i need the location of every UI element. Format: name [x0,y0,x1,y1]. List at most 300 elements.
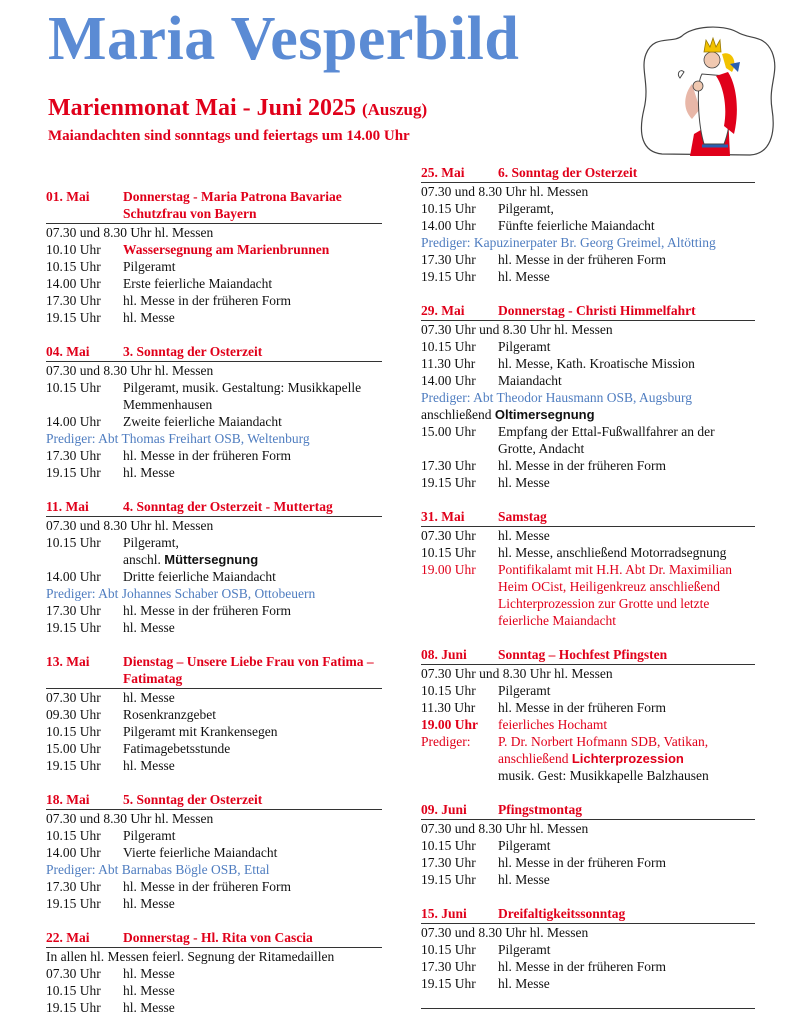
entry-text-content: hl. Messe in der früheren Form [498,458,666,473]
schedule-entry [421,200,755,217]
schedule-entry [46,379,382,413]
schedule-entry [421,820,755,837]
entry-time: 10.15 Uhr [421,838,476,853]
schedule-entry [421,372,755,389]
entry-text-content: 07.30 und 8.30 Uhr hl. Messen [421,925,589,940]
entry-text [123,740,382,757]
schedule-entry [46,602,382,619]
entry-time: 14.00 Uhr [46,569,101,584]
entry-time: 19.15 Uhr [46,465,101,480]
schedule-entry [46,430,382,447]
schedule-entry [46,241,382,258]
schedule-entry [46,844,382,861]
entry-time: 17.30 Uhr [421,458,476,473]
entry-text [123,706,382,723]
entry-time: 11.30 Uhr [421,700,476,715]
day-header [46,188,382,224]
entry-text-content: Pilgeramt [498,942,551,957]
schedule-entry [421,975,755,992]
entry-text-content: hl. Messe in der früheren Form [123,603,291,618]
subtitle-excerpt-note: (Auszug) [361,100,428,119]
schedule-entry [46,740,382,757]
schedule-entry [421,924,755,941]
day-date: 25. Mai [421,165,465,180]
entry-text-content: Prediger: Kapuzinerpater Br. Georg Greimel, Altötting [421,235,716,250]
entry-text [123,878,382,895]
right-column [421,164,755,1009]
entry-text-content: hl. Messe in der früheren Form [123,879,291,894]
entry-time: 10.15 Uhr [46,535,101,550]
schedule-entry [46,464,382,481]
entry-text-content: anschl. [123,552,165,567]
entry-time: 17.30 Uhr [46,603,101,618]
entry-text-content: Prediger: Abt Barnabas Bögle OSB, Ettal [46,862,270,877]
schedule-day [421,508,755,629]
day-date: 22. Mai [46,930,90,945]
entry-time: 14.00 Uhr [46,414,101,429]
entry-time: 10.10 Uhr [46,242,101,257]
schedule-entry [421,389,755,406]
day-date: 15. Juni [421,906,467,921]
entry-text-content: Fünfte feierliche Maiandacht [498,218,655,233]
page-title: Maria Vesperbild [48,5,520,73]
schedule-entry [421,234,755,251]
entry-text-content: Wassersegnung am Marienbrunnen [123,242,330,257]
schedule-entry [421,958,755,975]
schedule-entry [46,878,382,895]
schedule-entry [46,810,382,827]
entry-time: 17.30 Uhr [421,959,476,974]
entry-text [123,275,382,292]
divider [421,1008,755,1009]
entry-text [498,837,755,854]
schedule-day [46,188,382,326]
entry-time: 10.15 Uhr [46,724,101,739]
entry-text-content: hl. Messe [123,465,175,480]
entry-text [498,871,755,888]
entry-text [498,958,755,975]
day-date: 11. Mai [46,499,89,514]
schedule-entry [421,682,755,699]
entry-time: 19.15 Uhr [46,1000,101,1015]
entry-text [123,757,382,774]
day-date: 09. Juni [421,802,467,817]
schedule-entry [421,854,755,871]
schedule-entry [46,827,382,844]
schedule-day [421,164,755,285]
entry-text [498,716,755,733]
entry-text [498,527,755,544]
entry-highlight: Lichterprozession [571,751,684,766]
entry-time: 17.30 Uhr [46,448,101,463]
entry-text [123,999,382,1016]
day-title: 4. Sonntag der Osterzeit - Muttertag [123,499,333,514]
entry-text [123,619,382,636]
schedule-entry [46,757,382,774]
entry-text-content: hl. Messe [123,758,175,773]
schedule-entry [46,551,382,568]
entry-text-content: Empfang der Ettal-Fußwallfahrer an der Grotte, Andacht [498,424,715,456]
schedule-entry [421,871,755,888]
day-title: Dreifaltigkeitssonntag [498,906,626,921]
entry-text [498,767,755,784]
entry-text [421,389,755,406]
entry-text [46,861,382,878]
entry-text [123,413,382,430]
entry-text-content: 07.30 und 8.30 Uhr hl. Messen [46,518,214,533]
entry-time: 10.15 Uhr [421,545,476,560]
schedule-entry [46,534,382,551]
entry-text-content: anschließend [421,407,495,422]
entry-text-content: hl. Messe in der früheren Form [498,252,666,267]
schedule-entry [421,561,755,629]
entry-text-content: Pilgeramt, [123,535,179,550]
entry-text [498,474,755,491]
entry-time: 19.15 Uhr [46,620,101,635]
entry-text [46,585,382,602]
entry-text-content: Pilgeramt mit Krankensegen [123,724,278,739]
schedule-entry [421,217,755,234]
day-header [421,508,755,527]
entry-time: 15.00 Uhr [421,424,476,439]
entry-text [123,447,382,464]
entry-text-content: Maiandacht [498,373,562,388]
entry-text [123,292,382,309]
schedule-entry [46,275,382,292]
entry-text [123,982,382,999]
entry-text [498,251,755,268]
day-header [46,653,382,689]
entry-text-content: Erste feierliche Maiandacht [123,276,273,291]
schedule-entry [46,517,382,534]
day-title: Samstag [498,509,547,524]
day-title: Donnerstag - Christi Himmelfahrt [498,303,696,318]
schedule-entry [46,861,382,878]
subtitle-text: Marienmonat Mai - Juni 2025 [48,95,356,121]
day-date: 04. Mai [46,344,90,359]
schedule-entry [421,321,755,338]
day-header [46,498,382,517]
entry-text [498,268,755,285]
schedule-entry [421,544,755,561]
entry-text [123,258,382,275]
entry-text [498,457,755,474]
schedule-entry [46,309,382,326]
schedule-entry [46,362,382,379]
entry-text-content: Pilgeramt [123,828,176,843]
entry-text-content: hl. Messe in der früheren Form [498,700,666,715]
entry-time [421,767,498,784]
entry-time: 07.30 Uhr [46,690,101,705]
entry-time: 10.15 Uhr [46,259,101,274]
schedule-entry [46,999,382,1016]
entry-text-content: Dritte feierliche Maiandacht [123,569,276,584]
day-header [421,646,755,665]
schedule-entry [46,948,382,965]
entry-text-content: Pontifikalamt mit H.H. Abt Dr. Maximilian Heim OCist, Heiligenkreuz anschließend Lichterprozession zur Grotte und letzte feierliche Maiandacht [498,562,732,628]
entry-time: 14.00 Uhr [421,373,476,388]
entry-text [123,464,382,481]
entry-text-content: Pilgeramt [498,339,551,354]
day-header [46,343,382,362]
entry-time: 14.00 Uhr [421,218,476,233]
left-column [46,188,382,1033]
entry-text-content: Prediger: Abt Theodor Hausmann OSB, Augsburg [421,390,692,405]
day-date: 08. Juni [421,647,467,662]
entry-text-content: hl. Messe [123,966,175,981]
schedule-entry [421,527,755,544]
schedule-entry [46,292,382,309]
entry-text [498,854,755,871]
entry-text [123,241,382,258]
entry-time: 19.15 Uhr [421,475,476,490]
entry-text-content: P. Dr. Norbert Hofmann SDB, Vatikan, anschließend [498,734,709,766]
schedule-entry [421,338,755,355]
entry-text-content: Prediger: Abt Thomas Freihart OSB, Weltenburg [46,431,310,446]
entry-time: 19.15 Uhr [46,310,101,325]
day-header [421,905,755,924]
schedule-entry [421,767,755,784]
entry-text [498,733,755,767]
entry-text-content: hl. Messe [123,620,175,635]
entry-text [123,309,382,326]
entry-text-content: 07.30 und 8.30 Uhr hl. Messen [46,811,214,826]
entry-text [421,183,755,200]
entry-text [46,517,382,534]
entry-text-content: Rosenkranzgebet [123,707,216,722]
schedule-day [46,498,382,636]
schedule-entry [421,716,755,733]
entry-text [498,544,755,561]
entry-time: 10.15 Uhr [421,339,476,354]
schedule-day [46,653,382,774]
tagline: Maiandachten sind sonntags und feiertags um 14.00 Uhr [48,128,410,144]
day-header [46,929,382,948]
entry-text-content: hl. Messe [498,872,550,887]
entry-text-content: hl. Messe in der früheren Form [498,855,666,870]
entry-time: 15.00 Uhr [46,741,101,756]
entry-text [123,844,382,861]
entry-text-content: 07.30 Uhr und 8.30 Uhr hl. Messen [421,666,613,681]
entry-text-content: hl. Messe [498,269,550,284]
entry-text [498,355,755,372]
entry-text-content: hl. Messe [498,528,550,543]
entry-text [498,338,755,355]
entry-text-content: 07.30 und 8.30 Uhr hl. Messen [46,225,214,240]
entry-time: 09.30 Uhr [46,707,101,722]
entry-text [46,224,382,241]
entry-text-content: Pilgeramt [498,838,551,853]
entry-time: 17.30 Uhr [421,252,476,267]
entry-time: 19.00 Uhr [421,717,478,732]
schedule-entry [46,258,382,275]
entry-text-content: Zweite feierliche Maiandacht [123,414,282,429]
entry-text-content: hl. Messe [123,690,175,705]
entry-text [46,430,382,447]
entry-time: 17.30 Uhr [421,855,476,870]
entry-text-content: Prediger: Abt Johannes Schaber OSB, Ottobeuern [46,586,316,601]
entry-text [421,820,755,837]
entry-text-content: 07.30 und 8.30 Uhr hl. Messen [421,821,589,836]
day-date: 29. Mai [421,303,465,318]
entry-text [123,568,382,585]
entry-text [498,975,755,992]
entry-highlight: Oltimersegnung [494,407,595,422]
schedule-entry [421,733,755,767]
entry-time: 19.15 Uhr [46,758,101,773]
madonna-logo-icon [632,14,782,162]
entry-text [123,827,382,844]
entry-text-content: hl. Messe [123,983,175,998]
entry-text-content: hl. Messe in der früheren Form [498,959,666,974]
entry-text-content: hl. Messe [123,896,175,911]
entry-text-content: In allen hl. Messen feierl. Segnung der Ritamedaillen [46,949,335,964]
schedule-day [421,905,755,992]
entry-text-content: hl. Messe [123,310,175,325]
schedule-entry [46,982,382,999]
day-header [46,791,382,810]
schedule-entry [421,183,755,200]
schedule-day [421,646,755,784]
schedule-entry [46,965,382,982]
entry-text [421,406,755,423]
schedule-day [46,929,382,1016]
schedule-entry [421,941,755,958]
day-title: Sonntag – Hochfest Pfingsten [498,647,668,662]
schedule-entry [46,568,382,585]
schedule-entry [421,665,755,682]
schedule-entry [46,723,382,740]
entry-time [46,551,123,568]
entry-time: 10.15 Uhr [46,380,101,395]
page-subtitle [48,96,427,120]
entry-text-content: hl. Messe [498,976,550,991]
entry-text [123,895,382,912]
entry-time: 19.15 Uhr [421,269,476,284]
entry-text [421,321,755,338]
day-header [421,801,755,820]
schedule-entry [421,457,755,474]
day-header [421,164,755,183]
entry-text [421,665,755,682]
entry-time: 10.15 Uhr [421,942,476,957]
schedule-entry [421,406,755,423]
schedule-entry [46,689,382,706]
entry-time: 10.15 Uhr [421,683,476,698]
entry-text-content: hl. Messe [498,475,550,490]
entry-text [498,941,755,958]
entry-text-content: Pilgeramt, [498,201,554,216]
entry-text-content: hl. Messe [123,1000,175,1015]
schedule-entry [46,413,382,430]
entry-text-content: 07.30 und 8.30 Uhr hl. Messen [46,363,214,378]
entry-text-content: hl. Messe, anschließend Motorradsegnung [498,545,727,560]
day-title: 5. Sonntag der Osterzeit [123,792,263,807]
entry-text [498,423,755,457]
entry-text [123,723,382,740]
entry-text [123,965,382,982]
entry-text-content: Pilgeramt [123,259,176,274]
entry-text [421,924,755,941]
schedule-day [46,791,382,912]
schedule-entry [46,706,382,723]
entry-text-content: feierliches Hochamt [498,717,608,732]
day-title: Pfingstmontag [498,802,582,817]
schedule-entry [46,585,382,602]
entry-text-content: hl. Messe, Kath. Kroatische Mission [498,356,695,371]
entry-time: 19.15 Uhr [421,872,476,887]
entry-text-content: Pilgeramt, musik. Gestaltung: Musikkapelle Memmenhausen [123,380,362,412]
day-header [421,302,755,321]
entry-text [123,534,382,551]
entry-text [421,234,755,251]
schedule-entry [421,423,755,457]
entry-time: 19.15 Uhr [421,976,476,991]
entry-time: 07.30 Uhr [421,528,476,543]
schedule-day [421,801,755,888]
entry-time: Prediger: [421,734,471,749]
entry-text [123,551,382,568]
entry-text [123,689,382,706]
schedule-entry [421,699,755,716]
entry-text-content: 07.30 und 8.30 Uhr hl. Messen [421,184,589,199]
day-date: 01. Mai [46,189,90,204]
entry-text [498,200,755,217]
schedule-entry [46,224,382,241]
entry-text [46,362,382,379]
day-title: Donnerstag - Hl. Rita von Cascia [123,930,313,945]
entry-text [46,948,382,965]
entry-time: 10.15 Uhr [421,201,476,216]
entry-text-content: musik. Gest: Musikkapelle Balzhausen [498,768,709,783]
entry-time: 14.00 Uhr [46,845,101,860]
schedule-entry [421,251,755,268]
schedule-entry [421,355,755,372]
day-date: 31. Mai [421,509,465,524]
entry-text [498,561,755,629]
entry-time: 11.30 Uhr [421,356,476,371]
entry-text-content: hl. Messe in der früheren Form [123,293,291,308]
entry-time: 10.15 Uhr [46,828,101,843]
schedule-day [421,302,755,491]
entry-text [123,379,382,413]
entry-time: 19.15 Uhr [46,896,101,911]
day-title: Donnerstag - Maria Patrona Bavariae Schutzfrau von Bayern [123,189,342,221]
schedule-entry [46,895,382,912]
entry-text [498,217,755,234]
entry-text [498,682,755,699]
entry-text [498,372,755,389]
entry-text-content: hl. Messe in der früheren Form [123,448,291,463]
entry-text [46,810,382,827]
day-title: 6. Sonntag der Osterzeit [498,165,638,180]
day-title: Dienstag – Unsere Liebe Frau von Fatima – Fatimatag [123,654,374,686]
entry-time: 10.15 Uhr [46,983,101,998]
entry-text-content: Vierte feierliche Maiandacht [123,845,278,860]
day-title: 3. Sonntag der Osterzeit [123,344,263,359]
schedule-entry [421,268,755,285]
schedule-entry [46,619,382,636]
schedule-entry [421,837,755,854]
entry-text-content: 07.30 Uhr und 8.30 Uhr hl. Messen [421,322,613,337]
entry-text [498,699,755,716]
day-date: 18. Mai [46,792,90,807]
entry-text-content: Fatimagebetsstunde [123,741,231,756]
schedule-entry [46,447,382,464]
schedule-day [46,343,382,481]
day-date: 13. Mai [46,654,90,669]
entry-time: 14.00 Uhr [46,276,101,291]
